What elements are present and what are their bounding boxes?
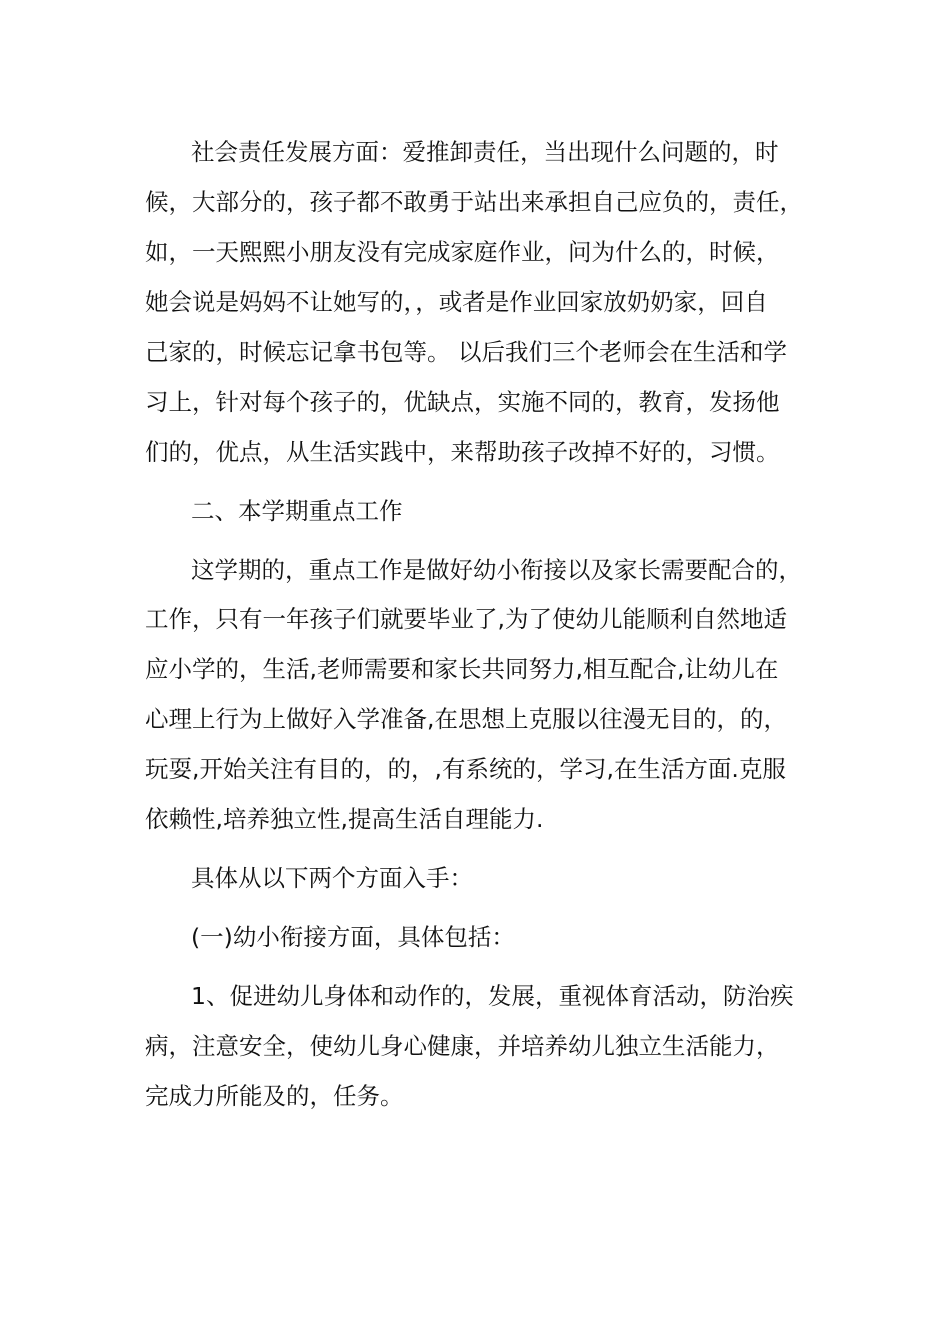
paragraph-3: 具体从以下两个方面入手： — [191, 864, 473, 892]
list-item-1-line-2: 病，注意安全，使幼儿身心健康，并培养幼儿独立生活能力， — [145, 1032, 780, 1060]
paragraph-1-line-3: 如，一天熙熙小朋友没有完成家庭作业，问为什么的，时候， — [145, 238, 780, 266]
list-item-1-line-3: 完成力所能及的，任务。 — [145, 1082, 404, 1110]
paragraph-1-line-2: 候，大部分的，孩子都不敢勇于站出来承担自己应负的，责任， — [145, 188, 803, 216]
list-item-1-line-1: 1、促进幼儿身体和动作的，发展，重视体育活动，防治疾 — [191, 982, 794, 1010]
paragraph-1-line-1: 社会责任发展方面：爱推卸责任，当出现什么问题的，时 — [191, 138, 779, 166]
paragraph-1-line-6: 习上，针对每个孩子的，优缺点，实施不同的，教育，发扬他 — [145, 388, 780, 416]
paragraph-1-line-7: 们的，优点，从生活实践中，来帮助孩子改掉不好的，习惯。 — [145, 438, 780, 466]
paragraph-2-line-4: 心理上行为上做好入学准备,在思想上克服以往漫无目的，的， — [145, 705, 787, 733]
subsection-heading: (一)幼小衔接方面，具体包括： — [191, 923, 515, 951]
section-heading: 二、本学期重点工作 — [191, 497, 403, 525]
paragraph-1-line-5: 己家的，时候忘记拿书包等。 以后我们三个老师会在生活和学 — [145, 338, 787, 366]
paragraph-2-line-5: 玩耍,开始关注有目的，的，,有系统的，学习,在生活方面.克服 — [145, 755, 786, 783]
paragraph-2-line-2: 工作，只有一年孩子们就要毕业了,为了使幼儿能顺利自然地适 — [145, 605, 787, 633]
paragraph-1-line-4: 她会说是妈妈不让她写的，，或者是作业回家放奶奶家，回自 — [145, 288, 768, 316]
paragraph-2-line-6: 依赖性,培养独立性,提高生活自理能力. — [145, 805, 544, 833]
paragraph-2-line-3: 应小学的，生活,老师需要和家长共同努力,相互配合,让幼儿在 — [145, 655, 779, 683]
paragraph-2-line-1: 这学期的，重点工作是做好幼小衔接以及家长需要配合的， — [191, 556, 802, 584]
